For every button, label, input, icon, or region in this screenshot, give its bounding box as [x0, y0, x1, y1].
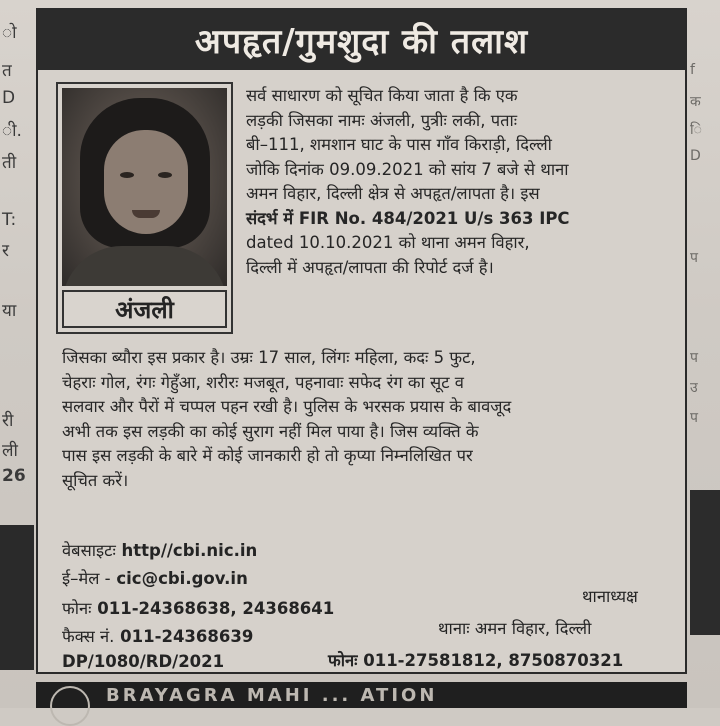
margin-text: क: [690, 94, 701, 110]
right-dark-block: [690, 490, 720, 635]
margin-text: ती: [2, 153, 17, 173]
fax-number: 011-24368639: [120, 627, 254, 646]
margin-text: प: [690, 350, 698, 366]
margin-text: ी.: [2, 121, 22, 141]
signatory-phone: फोनः 011-27581812, 8750870321: [328, 651, 624, 670]
phone-label: फोनः: [62, 599, 92, 618]
margin-text: री: [2, 411, 14, 431]
fax-label: फैक्स नं.: [62, 627, 115, 646]
text-line: जिसका ब्यौरा इस प्रकार है। उम्रः 17 साल, लिंगः महिला, कदः 5 फुट,: [62, 348, 476, 367]
photo-caption: अंजली: [62, 290, 227, 328]
intro-paragraph: [246, 84, 570, 280]
email-line: [62, 566, 248, 589]
text-line: लड़की जिसका नामः अंजली, पुत्रीः लकी, पताः: [246, 110, 518, 130]
text-line: बी–111, शमशान घाट के पास गाँव किराड़ी, दिल्ली: [246, 135, 552, 154]
margin-text: ली: [2, 441, 18, 461]
text-line: dated 10.10.2021 को थाना अमन विहार,: [246, 233, 530, 252]
text-line: जोकि दिनांक 09.09.2021 को सांय 7 बजे से थाना: [246, 159, 569, 179]
phone-line: [62, 596, 334, 619]
margin-text: D: [2, 88, 16, 108]
margin-text: 26: [2, 466, 26, 486]
reference-code: DP/1080/RD/2021: [62, 652, 225, 671]
detail-paragraph: [62, 346, 511, 493]
text-line: सर्व साधारण को सूचित किया जाता है कि एक: [246, 86, 518, 105]
margin-text: f: [690, 62, 695, 78]
text-line: दिल्ली में अपहृत/लापता की रिपोर्ट दर्ज है।: [246, 257, 494, 277]
margin-text: प: [690, 250, 698, 266]
photo-frame: [56, 82, 233, 334]
margin-text: प: [690, 410, 698, 426]
margin-text: ो: [2, 23, 17, 43]
left-dark-block: [0, 525, 34, 670]
signatory-station: थानाः अमन विहार, दिल्ली: [438, 619, 592, 638]
text-line: अभी तक इस लड़की का कोई सुराग नहीं मिल पाया है। जिस व्यक्ति के: [62, 421, 479, 441]
fax-line: [62, 624, 253, 647]
margin-text: र: [2, 241, 9, 261]
website-link[interactable]: http//cbi.nic.in: [121, 541, 258, 560]
text-line: पास इस लड़की के बारे में कोई जानकारी हो तो कृप्या निम्नलिखित पर: [62, 446, 473, 465]
margin-text: ि: [690, 122, 702, 138]
phone-number: 011-24368638, 24368641: [97, 599, 335, 618]
seal-icon: [50, 686, 90, 726]
email-label: ई–मेल -: [62, 569, 111, 588]
text-line: संदर्भ में FIR No. 484/2021 U/s 363 IPC: [246, 208, 570, 228]
text-line: सलवार और पैरों में चप्पल पहन रखी है। पुलिस के भरसक प्रयास के बावजूद: [62, 397, 512, 416]
missing-person-notice: [36, 8, 687, 674]
next-ad-banner: [36, 682, 687, 708]
margin-text: उ: [690, 380, 698, 396]
margin-text: त: [2, 61, 12, 81]
banner-text: BRAYAGRA MAHI ... ATION: [106, 684, 438, 706]
text-line: चेहराः गोल, रंगः गेहुँआ, शरीरः मजबूत, पहनावाः सफेद रंग का सूट व: [62, 372, 464, 392]
margin-text: D: [690, 148, 701, 164]
text-line: अमन विहार, दिल्ली क्षेत्र से अपहृत/लापता है। इस: [246, 184, 540, 203]
email-link[interactable]: cic@cbi.gov.in: [116, 569, 248, 588]
website-line: [62, 538, 257, 561]
signatory-title: थानाध्यक्ष: [582, 587, 638, 606]
margin-text: T:: [2, 210, 17, 230]
text-line: सूचित करें।: [62, 470, 129, 490]
notice-title: अपहृत/गुमशुदा की तलाश: [38, 10, 685, 70]
missing-person-photo: [62, 88, 227, 286]
margin-text: या: [2, 301, 17, 321]
website-label: वेबसाइटः: [62, 541, 116, 560]
